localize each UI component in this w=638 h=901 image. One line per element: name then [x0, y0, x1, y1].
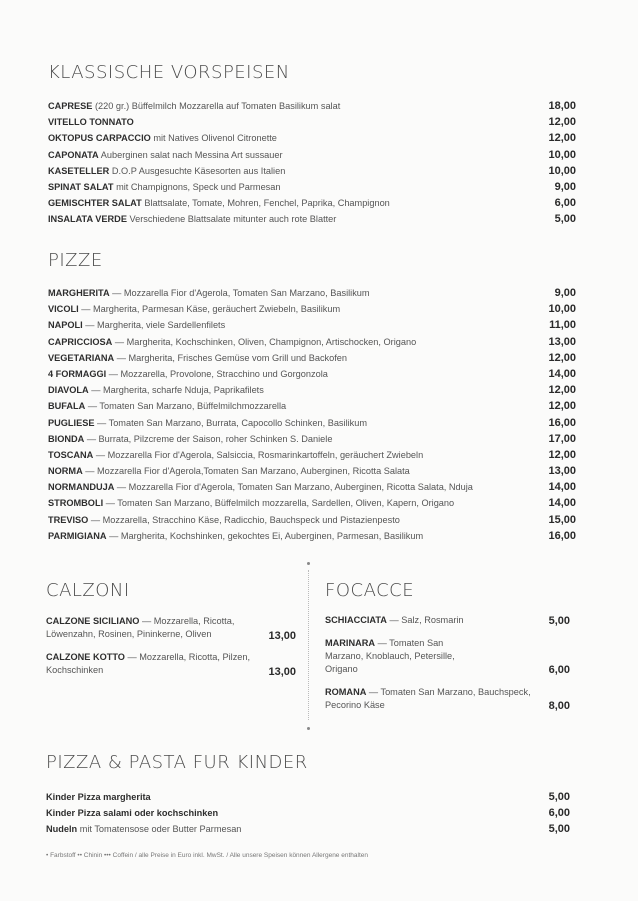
item-name: KASETELLER: [48, 165, 110, 176]
item-name: 4 FORMAGGI: [48, 368, 107, 379]
item-desc: — Tomaten San Marzano, Burrata, Capocollo Schinken, Basilikum: [97, 417, 368, 428]
menu-item: [48, 398, 576, 414]
item-price: 15,00: [548, 513, 576, 526]
item-desc: Marzano, Knoblauch, Petersille,: [325, 651, 455, 661]
item-price: 18,00: [548, 100, 576, 112]
menu-item: [48, 98, 576, 114]
item-price: 12,00: [548, 132, 576, 145]
item-name: CAPRICCIOSA: [48, 336, 113, 347]
item-desc: Auberginen salat nach Messina Art sussauer: [100, 149, 283, 160]
item-name: INSALATA VERDE: [48, 214, 127, 225]
item-desc: Verschiedene Blattsalate mitunter auch rote Blatter: [129, 214, 337, 225]
item-name: STROMBOLI: [48, 498, 104, 509]
item-name: TOSCANA: [48, 449, 94, 460]
item-price: 13,00: [548, 335, 576, 348]
item-desc: — Mozzarella Fior d'Agerola, Tomaten San Marzano, Basilikum: [112, 288, 370, 298]
section-title-vorspeisen: KLASSISCHE VORSPEISEN: [48, 62, 290, 83]
item-name: OKTOPUS CARPACCIO: [48, 133, 151, 144]
menu-item: [48, 431, 576, 447]
menu-item: [48, 528, 576, 544]
item-desc: D.O.P Ausgesuchte Käsesorten aus Italien: [111, 165, 286, 176]
item-desc: — Mozzarella Fior d'Agerola, Tomaten San Marzano, Auberginen, Ricotta Salata, Nduja: [116, 482, 473, 493]
item-price: 12,00: [548, 448, 576, 461]
menu-item: [48, 179, 576, 195]
item-name: VICOLI: [48, 304, 79, 315]
divider-dot: [307, 562, 310, 565]
menu-item: [325, 614, 570, 628]
menu-item: [46, 789, 570, 805]
item-price: 6,00: [548, 807, 570, 820]
item-desc: Pecorino Käse: [325, 700, 385, 710]
divider-dot: [307, 727, 310, 730]
item-desc: — Tomaten San Marzano, Büffelmilch mozzarella, Sardellen, Oliven, Kapern, Origano: [105, 498, 455, 509]
item-desc: — Mozzarella, Ricotta,: [141, 616, 235, 626]
item-price: 16,00: [548, 416, 576, 429]
menu-item: [48, 211, 576, 227]
item-name: VITELLO TONNATO: [48, 117, 134, 128]
item-name: CAPRESE: [48, 101, 93, 111]
item-price: 6,00: [554, 197, 576, 210]
item-name: ROMANA: [325, 687, 367, 697]
item-price: 10,00: [548, 164, 576, 177]
item-desc: Kochschinken: [46, 665, 104, 675]
item-price: 5,00: [548, 823, 570, 836]
vorspeisen-list: [48, 98, 576, 228]
item-name: CALZONE KOTTO: [46, 652, 125, 662]
item-price: 16,00: [548, 529, 576, 542]
item-price: 8,00: [548, 700, 570, 712]
item-name: CAPONATA: [48, 149, 99, 160]
item-desc: mit Champignons, Speck und Parmesan: [116, 181, 281, 192]
menu-item: [48, 415, 576, 431]
item-desc: — Tomaten San Marzano, Bauchspeck,: [368, 687, 531, 697]
item-name: VEGETARIANA: [48, 352, 115, 363]
menu-item: [46, 651, 296, 679]
item-name: BUFALA: [48, 401, 86, 412]
item-name: PUGLIESE: [48, 417, 95, 428]
item-price: 9,00: [554, 180, 576, 193]
section-title-focacce: FOCACCE: [325, 580, 415, 601]
item-name: DIAVOLA: [48, 385, 89, 396]
item-name: Nudeln: [46, 824, 78, 835]
item-desc: — Mozzarella, Provolone, Stracchino und Gorgonzola: [108, 368, 328, 379]
menu-item: [325, 686, 570, 713]
item-price: 11,00: [549, 319, 576, 332]
menu-item: [48, 334, 576, 350]
menu-item: [48, 301, 576, 317]
item-name: NAPOLI: [48, 320, 83, 331]
item-price: 5,00: [548, 791, 570, 803]
item-desc: Löwenzahn, Rosinen, Pininkerne, Oliven: [46, 629, 212, 639]
item-name: SPINAT SALAT: [48, 181, 114, 192]
menu-item: [48, 195, 576, 211]
menu-item: [48, 447, 576, 463]
item-price: 6,00: [548, 664, 570, 676]
menu-item: [325, 637, 570, 677]
item-price: 12,00: [548, 400, 576, 413]
menu-item: [48, 147, 576, 163]
menu-item: [46, 615, 296, 643]
item-name: TREVISO: [48, 514, 89, 525]
menu-item: [48, 285, 576, 301]
item-price: 14,00: [548, 497, 576, 510]
item-desc: — Margherita, viele Sardellenfilets: [85, 320, 226, 331]
item-name: SCHIACCIATA: [325, 615, 387, 625]
item-price: 12,00: [548, 351, 576, 364]
menu-item: [48, 163, 576, 179]
item-desc: — Tomaten San Marzano, Büffelmilchmozzarella: [87, 401, 287, 412]
item-name: PARMIGIANA: [48, 530, 107, 541]
item-desc: (220 gr.) Büffelmilch Mozzarella auf Tomaten Basilikum salat: [94, 101, 341, 111]
item-price: 14,00: [548, 367, 576, 380]
item-name: MARINARA: [325, 638, 376, 648]
menu-item: [48, 495, 576, 511]
item-desc: mit Natives Olivenol Citronette: [153, 133, 277, 144]
section-title-calzoni: CALZONI: [46, 580, 130, 601]
section-title-kinder: PIZZA & PASTA FUR KINDER: [46, 752, 308, 773]
column-divider: [308, 570, 309, 720]
item-desc: Blattsalate, Tomate, Mohren, Fenchel, Paprika, Champignon: [144, 198, 390, 209]
item-price: 17,00: [548, 432, 576, 445]
item-price: 12,00: [548, 116, 576, 129]
footer-note: • Farbstoff •• Chinin ••• Coffein / alle Preise in Euro inkl. MwSt. / Alle unsere Speisen können Allergene enthalten: [46, 852, 368, 859]
item-price: 10,00: [548, 303, 576, 316]
kinder-list: [46, 789, 570, 838]
item-price: 5,00: [548, 615, 570, 627]
menu-item: [48, 350, 576, 366]
item-name: Kinder Pizza margherita: [46, 792, 151, 802]
item-desc: — Mozzarella, Stracchino Käse, Radicchio, Bauchspeck und Pistazienpesto: [90, 514, 400, 525]
menu-item: [48, 479, 576, 495]
menu-item: [48, 114, 576, 130]
item-desc: — Mozzarella Fior d'Agerola, Salsiccia, Rosmarinkartoffeln, geräuchert Zwiebeln: [95, 449, 424, 460]
item-desc: — Margherita, Kochshinken, gekochtes Ei, Auberginen, Parmesan, Basilikum: [109, 530, 424, 541]
item-desc: — Margherita, Kochschinken, Oliven, Champignon, Artischocken, Origano: [114, 336, 417, 347]
item-name: GEMISCHTER SALAT: [48, 198, 142, 209]
item-desc: — Margherita, Frisches Gemüse vom Grill und Backofen: [116, 352, 348, 363]
item-desc: — Margherita, scharfe Nduja, Paprikafilets: [91, 385, 264, 396]
pizze-list: [48, 285, 576, 544]
item-desc: — Margherita, Parmesan Käse, geräuchert Zwiebeln, Basilikum: [81, 304, 341, 315]
item-price: 13,00: [548, 465, 576, 478]
item-desc: — Salz, Rosmarin: [389, 615, 464, 625]
item-price: 14,00: [548, 481, 576, 494]
menu-item: [48, 130, 576, 146]
item-name: NORMANDUJA: [48, 482, 115, 493]
item-desc: — Burrata, Pilzcreme der Saison, roher Schinken S. Daniele: [86, 433, 333, 444]
item-name: CALZONE SICILIANO: [46, 616, 140, 626]
item-name: Kinder Pizza salami oder kochschinken: [46, 808, 219, 819]
menu-item: [48, 366, 576, 382]
item-desc: — Tomaten San: [377, 638, 444, 648]
item-desc: mit Tomatensose oder Butter Parmesan: [79, 824, 242, 835]
item-desc: — Mozzarella, Ricotta, Pilzen,: [127, 652, 251, 662]
section-title-pizze: PIZZE: [48, 250, 103, 271]
item-desc: Origano: [325, 664, 358, 674]
item-name: NORMA: [48, 466, 83, 477]
menu-item: [48, 382, 576, 398]
item-price: 9,00: [554, 287, 576, 299]
item-price: 13,00: [268, 666, 296, 678]
item-name: MARGHERITA: [48, 288, 110, 298]
item-price: 13,00: [268, 630, 296, 642]
menu-item: [48, 317, 576, 333]
menu-item: [48, 512, 576, 528]
menu-item: [48, 463, 576, 479]
item-price: 12,00: [548, 384, 576, 397]
item-price: 10,00: [548, 148, 576, 161]
item-name: BIONDA: [48, 433, 85, 444]
menu-item: [46, 821, 570, 837]
menu-item: [46, 805, 570, 821]
item-desc: — Mozzarella Fior d'Agerola,Tomaten San Marzano, Auberginen, Ricotta Salata: [85, 466, 410, 477]
item-price: 5,00: [554, 213, 576, 226]
